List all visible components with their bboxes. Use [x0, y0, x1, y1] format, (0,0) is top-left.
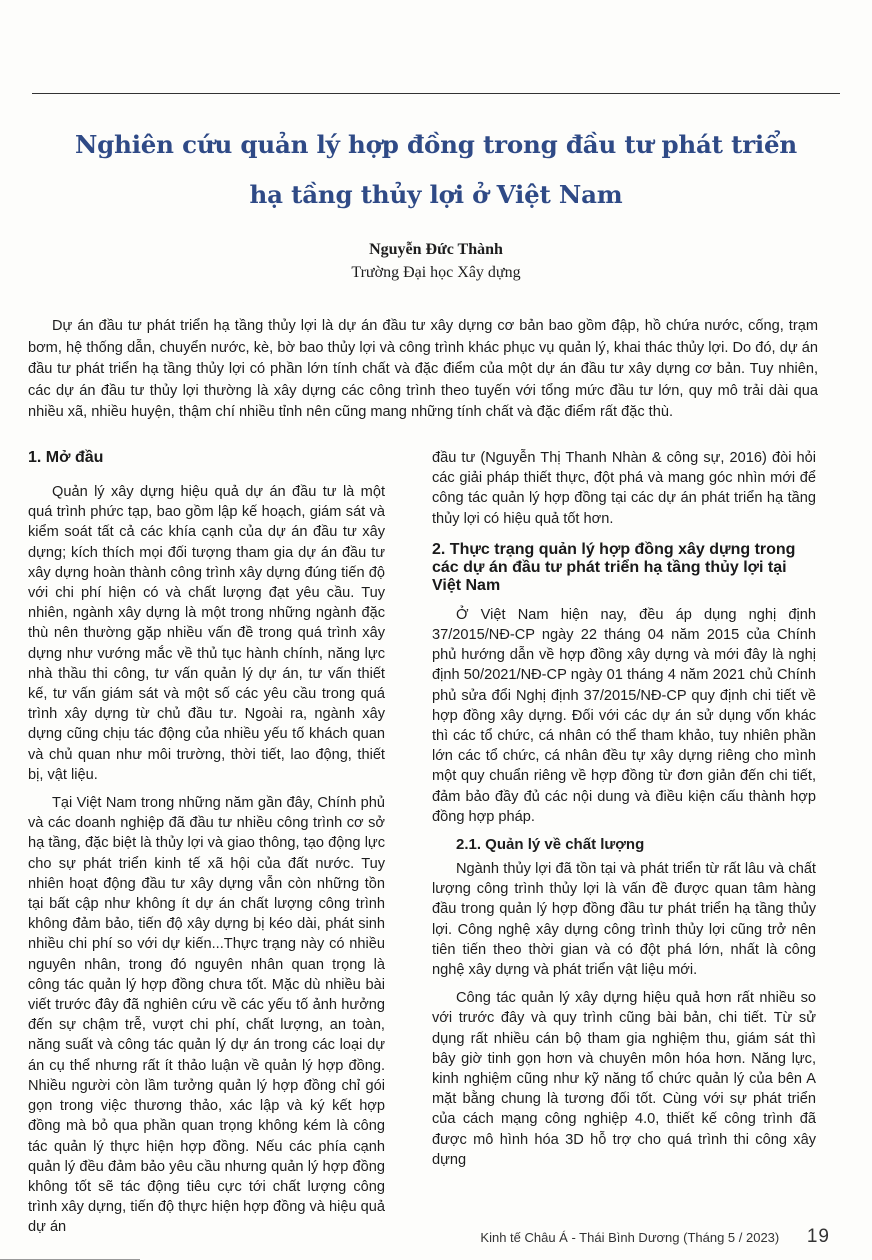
article-title — [20, 120, 852, 220]
left-column — [28, 448, 385, 1246]
abstract: Dự án đầu tư phát triển hạ tầng thủy lợi là dự án đầu tư xây dựng cơ bản bao gồm đập, hồ chứa nước, cống, trạm bơm, hệ thống dẫn, chuyển nước, kè, bờ bao thủy lợi và công trình khác phục vụ quản lý, khai thác thủy lợi. Do đó, dự án đầu tư phát triển hạ tầng thủy lợi có phần lớn tính chất và đặc điểm của một dự án đầu tư xây dựng cơ bản. Tuy nhiên, các dự án đầu tư thủy lợi thường là xây dựng các công trình theo tuyến với tổng mức đầu tư lớn, quy mô trải dài qua nhiều xã, nhiều huyện, thậm chí nhiều tỉnh nên cũng mang những tính chất và đặc điểm rất đặc thù. — [28, 318, 818, 421]
subsection-2-1-paragraph: Công tác quản lý xây dựng hiệu quả hơn rất nhiều so với trước đây và quy trình cũng bài bản, chi tiết. Từ sử dụng rất nhiều cán bộ tham gia nghiệm thu, giám sát thì bây giờ tinh gọn hơn và chuyên môn hóa hơn. Năng lực, kinh nghiệm cũng như kỹ năng tổ chức quản lý của bên A mặt bằng chung là tương đối tốt. Cùng với sự phát triển của cách mạng công nghiệp 4.0, thiết kế công trình đã được mô hình hóa 3D hỗ trợ cho quá trình thi công xây dựng — [432, 990, 816, 1168]
section-1-continuation: đầu tư (Nguyễn Thị Thanh Nhàn & công sự, 2016) đòi hỏi các giải pháp thiết thực, đột phá và mang góc nhìn mới để công tác quản lý hợp đồng tại các dự án phát triển hạ tầng thủy lợi có hiệu quả tốt hơn. — [432, 450, 816, 527]
section-2-paragraph: Ở Việt Nam hiện nay, đều áp dụng nghị định 37/2015/NĐ-CP ngày 22 tháng 04 năm 2015 của Chính phủ hướng dẫn về hợp đồng xây dựng và mới đây là nghị định 50/2021/NĐ-CP ngày 01 tháng 4 năm 2021 chủ Chính phủ sửa đổi Nghị định 37/2015/NĐ-CP quy định chi tiết về hợp đồng xây dựng. Đối với các dự án sử dụng vốn khác thì các tổ chức, cá nhân có thể tham khảo, tuy nhiên phần lớn các tổ chức, cá nhân đều tự xây dựng riêng cho mình một quy chuẩn riêng về hợp đồng từ đơn giản đến chi tiết, đảm bảo đầy đủ các nội dung và điều kiện cấu thành hợp đồng hợp pháp. — [432, 606, 816, 825]
author-name: Nguyễn Đức Thành — [369, 241, 503, 258]
subsection-2-1-paragraph: Ngành thủy lợi đã tồn tại và phát triển từ rất lâu và chất lượng công trình thủy lợi là vấn đề được quan tâm hàng đầu trong quản lý hợp đồng đầu tư phát triển hạ tầng thủy lợi. Công nghệ xây dựng công trình thủy lợi cũng trở nên tiên tiến theo thời gian và có đột phá lớn, nhất là công nghệ xây dựng và phát triển vật liệu mới. — [432, 861, 816, 979]
subsection-2-1-heading: 2.1. Quản lý về chất lượng — [456, 836, 645, 854]
author-affiliation: Trường Đại học Xây dựng — [351, 264, 521, 281]
right-column — [432, 448, 816, 1178]
section-1-heading: 1. Mở đầu — [28, 449, 104, 466]
title-line-1: Nghiên cứu quản lý hợp đồng trong đầu tư phát triển — [74, 130, 798, 159]
section-1-paragraph: Quản lý xây dựng hiệu quả dự án đầu tư là một quá trình phức tạp, bao gồm lập kế hoạch, giám sát và kiểm soát tất cả các khía cạnh của dự án đầu tư xây dựng; kích thích mọi đối tượng tham gia dự án đầu tư xây dựng hoàn thành công trình xây dựng đúng tiến độ với chi phí hiện có và chất lượng đạt yêu cầu. Tuy nhiên, ngành xây dựng là một trong những ngành đặc thù nên thường gặp nhiều vấn đề trong quá trình xây dựng như vướng mắc về thủ tục hành chính, năng lực nhà thầu thi công, tư vấn quản lý dự án, tư vấn thiết kế, tư vấn giám sát và một số các yêu cầu trong quá trình xây dựng từ chủ đầu tư. Ngoài ra, ngành xây dựng cũng chịu tác động của nhiều yếu tố khách quan và chủ quan như môi trường, thời tiết, lao động, thiết bị, vật liệu. — [28, 484, 385, 783]
section-1-paragraph: Tại Việt Nam trong những năm gần đây, Chính phủ và các doanh nghiệp đã đầu tư nhiều công trình cơ sở hạ tầng, đặc biệt là thủy lợi và giao thông, tạo động lực cho sự phát triển kinh tế xã hội của đất nước. Tuy nhiên hoạt động đầu tư xây dựng vẫn còn những tồn tại bất cập như không ít dự án chất lượng công trình không đảm bảo, tiến độ xây dựng bị kéo dài, phát sinh nhiều chi phí so với dự kiến...Thực trạng này có nhiều nguyên nhân, trong đó nguyên nhân quan trọng là công tác quản lý hợp đồng chưa tốt. Mặc dù nhiều bài viết trước đây đã nghiên cứu về các yếu tố ảnh hưởng đến sự chậm trễ, vượt chi phí, chất lượng, an toàn, năng suất và công tác quản lý dự án trong các loại dự án cụ thể nhưng rất ít thảo luận về quản lý hợp đồng. Nhiều người còn lầm tưởng quản lý hợp đồng chỉ gói gọn trong việc thương thảo, xác lập và ký kết hợp đồng mà bỏ qua phần quan trọng không kém là công tác quản lý thực hiện hợp đồng. Nếu các phía cạnh quản lý đều đảm bảo yêu cầu nhưng quản lý hợp đồng không tốt sẽ tác động tiêu cực tới chất lượng công trình xây dựng, tiến độ thực hiện hợp đồng và hiệu quả dự án — [28, 795, 385, 1236]
page-footer — [0, 1226, 830, 1248]
journal-name: Kinh tế Châu Á - Thái Bình Dương (Tháng 5 / 2023) — [480, 1230, 780, 1245]
title-line-2: hạ tầng thủy lợi ở Việt Nam — [249, 180, 623, 209]
header-rule — [32, 93, 840, 94]
page-number: 19 — [806, 1226, 830, 1247]
section-2-heading: 2. Thực trạng quản lý hợp đồng xây dựng trong các dự án đầu tư phát triển hạ tầng thủy lợi tại Việt Nam — [432, 540, 796, 594]
